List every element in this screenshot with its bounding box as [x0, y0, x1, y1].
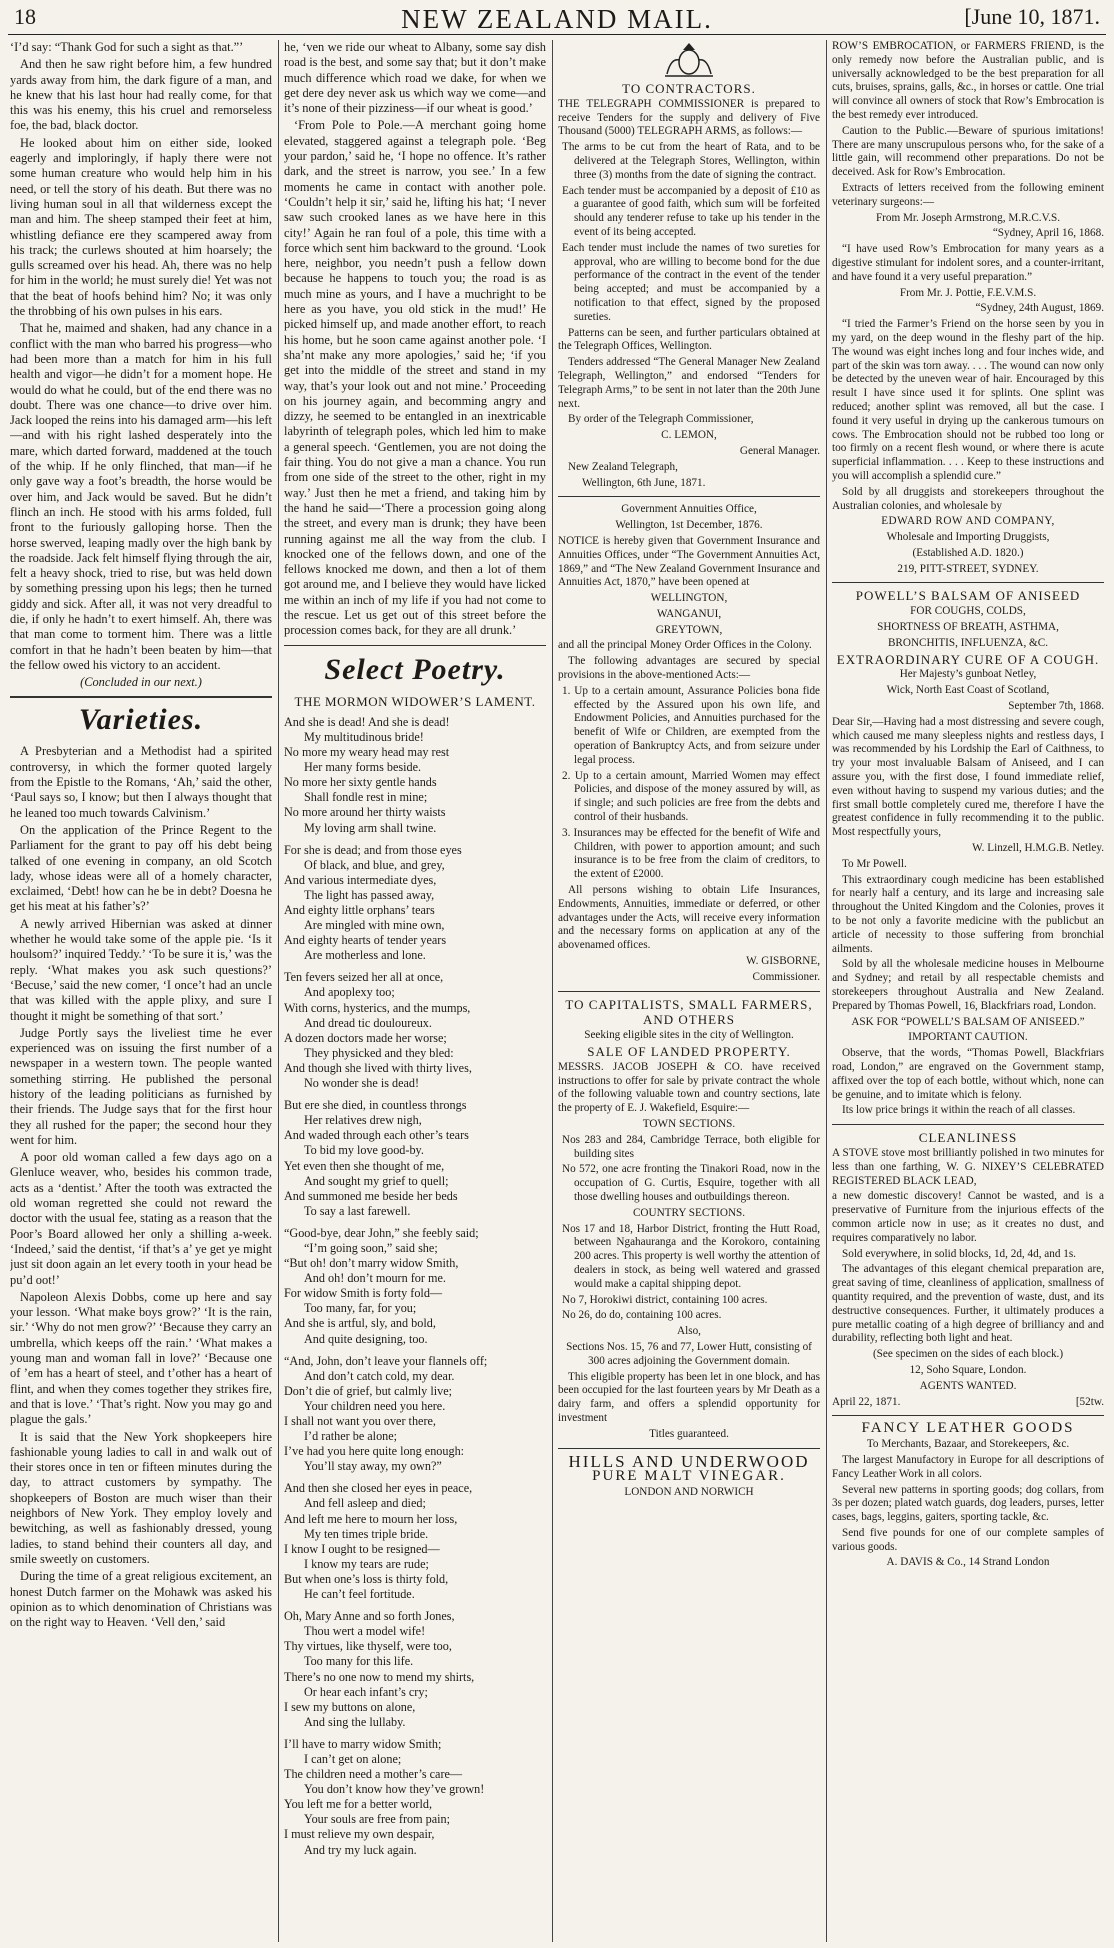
poem-line: I’d rather be alone;: [304, 1429, 398, 1444]
contractors-item: Each tender must be accompanied by a deposit of £10 as a guarantee of good faith, which sum will be forfeited should any tenderer refuse to take up his tender in the event of its being accepted.: [562, 184, 820, 238]
contractors-place: New Zealand Telegraph,: [568, 460, 678, 473]
page-number: 18: [14, 4, 36, 29]
land-heading-2: AND OTHERS: [643, 1012, 735, 1028]
fancy-address: A. DAVIS & Co., 14 Strand London: [886, 1556, 1050, 1569]
poem-line: With corns, hysterics, and the mumps,: [284, 1000, 471, 1015]
poem-line: To say a last farewell.: [304, 1203, 411, 1218]
row-extracts: Extracts of letters received from the following eminent veterinary surgeons:—: [832, 181, 1104, 208]
contractors-patterns: Patterns can be seen, and further particulars obtained at the Telegraph Offices, Wellington.: [558, 326, 820, 353]
annuities-offices: and all the principal Money Order Offices in the Colony.: [558, 639, 812, 652]
column-rule: [552, 40, 553, 1942]
cleanliness-footer: [832, 1396, 1104, 1410]
annuities-place: GREYTOWN,: [655, 623, 723, 636]
contractors-address: Tenders addressed “The General Manager New Zealand Telegraph, Wellington,” and endorsed “Tenders for Telegraph Arms,” to be sent in not later than the 20th June next.: [558, 356, 820, 410]
fancy-send: Send five pounds for one of our complete samples of various goods.: [832, 1526, 1104, 1553]
poem-line: Your souls are free from pain;: [304, 1812, 450, 1827]
stanza-gap: [284, 963, 546, 970]
cleanliness-body: a new domestic discovery! Cannot be wasted, and is a preservative of Furniture from the injurious effects of the common article now in use; as it creates no dust, and requires comparatively no labor.: [832, 1190, 1104, 1244]
contractors-order: By order of the Telegraph Commissioner,: [568, 413, 754, 426]
land-lower-hutt: Sections Nos. 15, 76 and 77, Lower Hutt, consisting of 300 acres adjoining the Government domain.: [566, 1340, 812, 1367]
story-paragraph: He looked about him on either side, looked eagerly and imploringly, if haply there were not some human creature who would help him in his need, or tell the story of his death. But there was no living human soul in all that wilderness except the man and him. The sheep stamped their feet at him, whistling defiance ere they scampered away from his track; the curlews shouted at him hoarsely; the gulls screamed over his head. Ah, there was no help for him in the world; he must surely die! Yet was not that the beat of hoofs behind him? No; it was only the throbbing of his own pulses in his ears.: [10, 135, 272, 319]
poem-line: You left me for a better world,: [284, 1797, 433, 1812]
land-country-heading: COUNTRY SECTIONS.: [632, 1206, 746, 1219]
poem-line: No more around her thirty waists: [284, 805, 446, 820]
poem-line: Your children need you here.: [304, 1398, 446, 1413]
variety-item: Napoleon Alexis Dobbs, come up here and say your lesson. ‘What make boys grow?’ ‘It is the rain, sir.’ ‘Why do not men grow?’ ‘Because they carry an umbrella, which keeps off the rain.’ ‘What makes a young man and woman fall in love?’ ‘Because one of ’em has a heart of steel, and t’other has a heart of flint, and when they comes together they strikes fire, and that is love.’ ‘That’s right. Now you may go and plague the gals.’: [10, 1289, 272, 1427]
contractors-item: The arms to be cut from the heart of Rata, and to be delivered at the Telegraph Stores, Wellington, within three (3) months from the date of signing the contract.: [562, 141, 820, 181]
land-town-heading: TOWN SECTIONS.: [642, 1117, 736, 1130]
column-3: [558, 40, 820, 1942]
powell-for: SHORTNESS OF BREATH, ASTHMA,: [877, 621, 1059, 634]
royal-crest-icon: [659, 40, 719, 80]
fancy-heading: FANCY LEATHER GOODS: [861, 1420, 1075, 1437]
masthead: [8, 0, 1106, 35]
poem-line: Yet even then she thought of me,: [284, 1158, 445, 1173]
poem-line: The children need a mother’s care—: [284, 1767, 463, 1782]
poetry-heading: Select Poetry.: [324, 652, 506, 686]
powell-observe: Observe, that the words, “Thomas Powell, Blackfriars road, London,” are engraved on the Government stamp, affixed over the top of each bottle, without which, none can be genuine, and to imitate which is felony.: [832, 1047, 1104, 1101]
row-established: (Established A.D. 1820.): [912, 546, 1024, 559]
land-heading: TO CAPITALISTS, SMALL FARMERS,: [565, 996, 813, 1012]
section-divider: [832, 1415, 1104, 1416]
powell-ship: Wick, North East Coast of Scotland,: [886, 684, 1050, 697]
poem-line: I can’t get on alone;: [304, 1751, 402, 1766]
row-company-sub: Wholesale and Importing Druggists,: [886, 531, 1050, 544]
poem-line: My loving arm shall twine.: [304, 820, 437, 835]
land-country-item: Nos 17 and 18, Harbor District, fronting the Hutt Road, between Ngahauranga and the Korokoro, containing 200 acres. This property is well worthy the attention of dealers in stock, as being well watered and grassed would make a capital shipping depot.: [562, 1222, 820, 1290]
powell-price: Its low price brings it within the reach of all classes.: [842, 1104, 1076, 1117]
annuities-sig-title: Commissioner.: [752, 970, 820, 983]
land-town-item: No 572, one acre fronting the Tinakori Road, now in the occupation of G. Curtis, Esquire, together with all those dwelling houses and outbuildings thereon.: [562, 1163, 820, 1203]
continued-note: (Concluded in our next.): [80, 675, 202, 690]
land-country-item: No 26, do do, containing 100 acres.: [562, 1309, 722, 1322]
varieties-heading: Varieties.: [78, 703, 204, 737]
powell-ship-date: September 7th, 1868.: [1008, 700, 1104, 713]
row-letter: “I have used Row’s Embrocation for many years as a digestive stimulant for indolent sores, and a counter-irritant, and have found it a very useful preparation.”: [832, 243, 1104, 283]
poem-line: To bid my love good-by.: [304, 1143, 424, 1158]
stanza-gap: [284, 1602, 546, 1609]
variety-item: During the time of a great religious excitement, an honest Dutch farmer on the Mohawk was asked his opinion as to which denomination of Christians was on the right way to Heaven. ‘Vell den,’ said: [10, 1569, 272, 1630]
row-date: “Sydney, April 16, 1868.: [992, 227, 1104, 240]
stanza-gap: [284, 1858, 546, 1865]
poem-line: And oh! don’t mourn for me.: [304, 1271, 446, 1286]
column-rule: [278, 40, 279, 1942]
land-sub: Seeking eligible sites in the city of Wellington.: [584, 1029, 794, 1042]
poem-title: THE MORMON WIDOWER’S LAMENT.: [294, 693, 536, 709]
poem-line: A dozen doctors made her worse;: [284, 1030, 447, 1045]
poem-line: No wonder she is dead!: [304, 1076, 420, 1091]
section-divider: [558, 496, 820, 497]
story-paragraph: ‘I’d say: “Thank God for such a sight as that.”’: [10, 40, 244, 54]
variety-item: On the application of the Prince Regent to the Parliament for the grant to pay off his debt being talked of one evening in company, an old Scotch lady, whose ideas were all of a homely character, exclaimed, ‘Debt! how can he be in debt? Doesna he get his meat at his father’s?’: [10, 822, 272, 914]
poem-line: And sing the lullaby.: [304, 1714, 406, 1729]
land-also: Also,: [677, 1325, 701, 1338]
stanza-gap: [284, 1219, 546, 1226]
fancy-to: To Merchants, Bazaar, and Storekeepers, &c.: [866, 1438, 1070, 1451]
contractors-intro: THE TELEGRAPH COMMISSIONER is prepared to receive Tenders for the supply and delivery of Five Thousand (5000) TELEGRAPH ARMS, as follows:—: [558, 97, 820, 138]
contractors-sig-title: General Manager.: [739, 444, 820, 457]
stanza-gap: [284, 1347, 546, 1354]
fancy-body: The largest Manufactory in Europe for all descriptions of Fancy Leather Work in all colors.: [832, 1453, 1104, 1480]
contractors-heading: TO CONTRACTORS.: [622, 81, 756, 96]
poem-line: I know my tears are rude;: [304, 1556, 429, 1571]
column-rule: [826, 40, 827, 1942]
cleanliness-sold: Sold everywhere, in solid blocks, 1d, 2d, 4d, and 1s.: [842, 1247, 1076, 1260]
powell-title: POWELL’S BALSAM OF ANISEED: [855, 588, 1081, 604]
poem-line: You’ll stay away, my own?”: [304, 1459, 442, 1474]
poem-line: And she is dead! And she is dead!: [284, 714, 450, 729]
powell-for: BRONCHITIS, INFLUENZA, &C.: [887, 636, 1049, 649]
poem-line: “Good-bye, dear John,” she feebly said;: [284, 1225, 479, 1240]
annuities-notice: NOTICE is hereby given that Government Insurance and Annuities Offices, under “The Government Annuities Act, 1869,” and “The New Zealand Government Insurance and Annuities Act, 1870,” have been opened at: [558, 534, 820, 589]
row-date: “Sydney, 24th August, 1869.: [975, 302, 1104, 315]
poem-line: Are mingled with mine own,: [304, 918, 445, 933]
powell-signed: W. Linzell, H.M.G.B. Netley.: [972, 842, 1104, 855]
column-1: [10, 40, 272, 1942]
cleanliness-intro: A STOVE stove most brilliantly polished in two minutes for less than one farthing, W. G. NIXEY’S CELEBRATED REGISTERED BLACK LEAD,: [832, 1146, 1104, 1187]
cleanliness-code: [52tw.: [1075, 1395, 1104, 1408]
powell-sold: Sold by all the wholesale medicine houses in Melbourne and Sydney; and retail by all respectable chemists and storekeepers throughout Australia and New Zealand. Prepared by Thomas Powell, 16, Blackfriars road, London.: [832, 958, 1104, 1012]
poem-line: Her many forms beside.: [304, 760, 422, 775]
poem-line: I sew my buttons on alone,: [284, 1699, 416, 1714]
powell-ship: Her Majesty’s gunboat Netley,: [899, 668, 1037, 681]
fancy-patterns: Several new patterns in sporting goods; dog collars, from 3s per dozen; plated watch guards, dog leaders, purses, letter cases, bags, leggins, gaiters, sporting tackle, &c.: [832, 1483, 1104, 1524]
poem-line: And waded through each other’s tears: [284, 1128, 469, 1143]
poem-line: And dread tic douloureux.: [304, 1015, 432, 1030]
pole-story: ‘From Pole to Pole.—A merchant going home elevated, staggered against a telegraph pole. ‘Beg your pardon,’ said he, ‘I hope no offence. It’s rather dark, and the street is narrow, you see.’ In a few moments he came in contact with another pole. ‘Couldn’t help it sir,’ said he, lifting his hat; ‘I never saw such crooked lanes as we have here in this city!’ Again he ran foul of a pole, this time with a force which sent him backward to the ground. ‘Look here, neighbor, you needn’t push a fellow down because he happens to touch you; the road is as much mine as yours, and I have a muchright to be here as you have, you old stick in the mud!’ He picked himself up, and made another effort, to reach his home, but he soon came against another pole. ‘I sha’nt make any more apologies,’ said he; ‘if you get into the middle of the street and stand in my way, that’s your look out and not mine.’ Proceeding on his journey again, and becomming angry and dizzy, he seemed to be entangled in an inextricable labyrinth of telegraph poles, which led him to make a general speech. ‘Gentlemen, you are not doing the fair thing. You do not give a man a chance. You run from one side of the street to the other, right in my way.’ Just then he met a friend, and taking him by the hand he said—‘There a procession going along the street, and every man is drunk; they have been running against me all the way from the club. I knocked one of the fellows down, and one of the fellows knocked me down, and then a lot of them got around me, and I believe they would have licked me within an inch of my life if you had not come to the rescue. Let us get out of this street before the procession comes back, for they are all drunk.’: [284, 118, 546, 638]
cleanliness-advantages: The advantages of this elegant chemical preparation are, great saving of time, cleanliness of application, smallness of quantity required, and the prevention of waste, dust, and its destructive consequences. Further, it ultimately produces a pure metallic coating of a high degree of brilliancy and and durability, reflecting both light and heat.: [832, 1263, 1104, 1345]
powell-body: This extraordinary cough medicine has been established for nearly half a century, and its large and increasing sale throughout the United Kingdom and the Colonies, proves it to be not only a favorite medicine with the publicbut an article of necessity to those suffering from bronchial ailments.: [832, 873, 1104, 955]
poem-line: And don’t catch cold, my dear.: [304, 1368, 455, 1383]
row-caution: Caution to the Public.—Beware of spurious imitations! There are many unscrupulous persons who, for the sake of a little gain, will recommend other preparations. Do not be deceived. Ask for Row’s Embrocation.: [832, 124, 1104, 179]
section-divider: [558, 991, 820, 992]
poem-line: For she is dead; and from those eyes: [284, 842, 462, 857]
row-intro: ROW’S EMBROCATION, or FARMERS FRIEND, is the only remedy now before the Australian public, and is universally acknowledged to be the best preparation for all cuts, bruises, sprains, galls, &c., in horses or cattle. One trial will convince all owners of stock that Row’s Embrocation is the best remedy ever introduced.: [832, 40, 1104, 121]
contractors-signatory: C. LEMON,: [661, 429, 717, 442]
poem-line: Thy virtues, like thyself, were too,: [284, 1639, 452, 1654]
cleanliness-address: 12, Soho Square, London.: [909, 1363, 1027, 1376]
poem-line: Shall fondle rest in mine;: [304, 790, 428, 805]
column-2: [284, 40, 546, 1942]
variety-item: Judge Portly says the liveliest time he ever experienced was on issuing the first number of a newspaper in a western town. The people wanted something stirring. He published the personal history of the leading politicians as furnished by their friends. The Judge says that for the first hour they all rushed for the paper; the second hour they went for him.: [10, 1025, 272, 1147]
poem-line: Too many for this life.: [304, 1654, 414, 1669]
powell-important: IMPORTANT CAUTION.: [908, 1031, 1028, 1044]
row-sold: Sold by all druggists and storekeepers throughout the Australian colonies, and wholesale by: [832, 485, 1104, 512]
variety-item: It is said that the New York shopkeepers hire fashionable young ladies to call in and walk out of their stores once in ten or fifteen minutes during the day, to attract customers by sympathy. The shopkeepers of Boston are much wiser than their neighbors of New York. They employ lovely and bewitching, as well as fashionably dressed, young ladies, to stand behind their counters all day, and smile sweetly on customers.: [10, 1429, 272, 1566]
poem-line: Ten fevers seized her all at once,: [284, 970, 444, 985]
poem-line: I must relieve my own despair,: [284, 1827, 435, 1842]
powell-letter: Dear Sir,—Having had a most distressing and severe cough, which caused me many sleepless nights and restless days, I was recommended by his Lordship the Earl of Caithness, to try your most invaluable Balsam of Aniseed, and I can assure you, with the first dose, I found immediate relief, even without having to suspend my various duties; and the first small bottle completely cured me, therefore I have the greatest confidence in fully recommending it to the public. Most respectfully yours,: [832, 715, 1104, 839]
powell-for: FOR COUGHS, COLDS,: [910, 605, 1026, 618]
land-titles: Titles guaranteed.: [649, 1427, 729, 1440]
poem-line: There’s no one now to mend my shirts,: [284, 1669, 475, 1684]
section-divider: [10, 696, 272, 698]
poem-line: The light has passed away,: [304, 887, 435, 902]
poem-line: “I’m going soon,” said she;: [304, 1240, 438, 1255]
column-4: [832, 40, 1104, 1942]
stanza-gap: [284, 1474, 546, 1481]
poem-line: And though she lived with thirty lives,: [284, 1060, 472, 1075]
poem-line: I’ll have to marry widow Smith;: [284, 1736, 442, 1751]
poem-line: And fell asleep and died;: [304, 1496, 426, 1511]
row-company: EDWARD ROW AND COMPANY,: [881, 515, 1055, 528]
poem-line: Are motherless and lone.: [304, 948, 426, 963]
annuities-place: WANGANUI,: [656, 607, 722, 620]
poem-line: But ere she died, in countless throngs: [284, 1098, 467, 1113]
stanza-gap: [284, 1730, 546, 1737]
poem-line: Or hear each infant’s cry;: [304, 1684, 428, 1699]
variety-item: A newly arrived Hibernian was asked at dinner whether he would take some of the apple pie. ‘Is it houlsom?’ inquired Teddy.’ ‘To be sure it is,’ was the reply. ‘What makes you ask such questions?’ ‘Becuse,’ said the new comer, ‘I once’t had an uncle that was killed with the apple plixy, and sure I thought it might be something of that sort.’: [10, 916, 272, 1023]
variety-item: A poor old woman called a few days ago on a Glenluce weaver, who, besides his common trade, acts as a ‘dentist.’ After the tooth was extracted the old woman regretted she could not reward the doctor with the usual fee, stating as a reason that the Poor’s Board allowed her only a shilling a-week. ‘Indeed,’ said the dentist, ‘if that’s a’ ye get ye might just sit doon again an let every tooth in your head be pu’d oot!’: [10, 1150, 272, 1287]
poem-line: I know I ought to be resigned—: [284, 1541, 440, 1556]
poem-line: And various intermediate dyes,: [284, 872, 437, 887]
poem-line: No more my weary head may rest: [284, 745, 450, 760]
poem-line: “But oh! don’t marry widow Smith,: [284, 1256, 459, 1271]
annuities-signatory: W. GISBORNE,: [746, 955, 820, 968]
issue-date: [June 10, 1871.: [964, 4, 1100, 29]
poem-line: Thou wert a model wife!: [304, 1624, 426, 1639]
annuities-closing: All persons wishing to obtain Life Insurances, Endowments, Annuities, immediate or deferred, or other advantages under the Acts, will receive every information and the necessary forms on application at any of the abovenamed offices.: [558, 884, 820, 952]
poem-line: And she is artful, sly, and bold,: [284, 1316, 436, 1331]
poem-line: And try my luck again.: [304, 1842, 417, 1857]
poem-line: For widow Smith is forty fold—: [284, 1286, 443, 1301]
land-town-item: Nos 283 and 284, Cambridge Terrace, both eligible for building sites: [562, 1133, 820, 1160]
land-closing: This eligible property has been let in one block, and has been occupied for the last fourteen years by Mr Death as a dairy farm, and offers a splendid opportunity for investment: [558, 1370, 820, 1424]
vinegar-places: LONDON AND NORWICH: [624, 1486, 754, 1499]
land-country-item: No 7, Horokiwi district, containing 100 acres.: [562, 1293, 768, 1306]
poem-line: I’ve had you here quite long enough:: [284, 1444, 465, 1459]
row-from: From Mr. Joseph Armstrong, M.R.C.V.S.: [875, 211, 1061, 224]
annuities-advantage: 1. Up to a certain amount, Assurance Policies bona fide effected by the Assured upon his own life, and Endowment Policies, and Annuities purchased for the benefit of Wife or Children, are exempted from the operation of Bankruptcy Acts, and from seizure under legal process.: [562, 684, 820, 766]
section-divider: [558, 1448, 820, 1449]
poem-line: And then she closed her eyes in peace,: [284, 1481, 473, 1496]
poem-line: Of black, and blue, and grey,: [304, 857, 445, 872]
poem-line: And eighty little orphans’ tears: [284, 903, 435, 917]
poem-line: Her relatives drew nigh,: [304, 1113, 422, 1128]
poem-line: He can’t feel fortitude.: [304, 1587, 415, 1602]
poem-line: Oh, Mary Anne and so forth Jones,: [284, 1609, 455, 1624]
annuities-advantage: 2. Up to a certain amount, Married Women may effect Policies, and dispose of the money assured by will, as if single; and such policies are free from the debts and control of their husbands.: [562, 769, 820, 824]
poem-line: Too many, far, for you;: [304, 1301, 417, 1316]
story-paragraph: And then he saw right before him, a few hundred yards away from him, the dark figure of a man, and he knew that his last hour had really come, for that this was his enemy, this his cruel and remorseless foe, the bad, black doctor.: [10, 57, 272, 133]
poem-line: You don’t know how they’ve grown!: [304, 1782, 485, 1797]
contractors-place-date: Wellington, 6th June, 1871.: [582, 476, 706, 489]
land-intro: MESSRS. JACOB JOSEPH & CO. have received instructions to offer for sale by private contract the whole of the following valuable town and country sections, late the property of E. J. Wakefield, Esquire:—: [558, 1060, 820, 1115]
annuities-advantages-intro: The following advantages are secured by special provisions in the above-mentioned Acts:—: [558, 655, 820, 682]
poem-line: But when one’s loss is thirty fold,: [284, 1571, 449, 1586]
stanza-gap: [284, 1091, 546, 1098]
row-address: 219, PITT-STREET, SYDNEY.: [897, 562, 1039, 575]
poem-line: My multitudinous bride!: [304, 729, 424, 744]
poem-body: [284, 715, 546, 1865]
variety-continuation: he, ‘ven we ride our wheat to Albany, some say dish road is the best, and some say that; but it don’t make much difference which road we dake, for when we get dere dey never ask us which way we come—and it’s none of their pizziness—if our wheat is good.’: [284, 40, 546, 116]
section-divider: [284, 645, 546, 646]
poem-line: And apoplexy too;: [304, 985, 395, 1000]
poem-line: No more her sixty gentle hands: [284, 775, 437, 790]
cleanliness-agents: AGENTS WANTED.: [919, 1379, 1017, 1392]
poem-line: “And, John, don’t leave your flannels off;: [284, 1353, 488, 1368]
variety-item: A Presbyterian and a Methodist had a spirited controversy, in which the former quoted largely from the Epistle to the Romans, ‘Ah,’ said the other, ‘Paul says so, I know; but then I always thought that he leaned too much towards Calvinism.’: [10, 744, 272, 820]
annuities-advantage: 3. Insurances may be effected for the benefit of Wife and Children, with power to apportion amount; and such insurance is to be free from the claim of creditors, to the extent of £2000.: [562, 826, 820, 881]
land-sale-heading: SALE OF LANDED PROPERTY.: [587, 1044, 791, 1059]
poem-line: And eighty hearts of tender years: [284, 933, 447, 948]
poem-line: Don’t die of grief, but calmly live;: [284, 1383, 452, 1398]
poem-line: And sought my grief to quell;: [304, 1173, 449, 1188]
row-letter: “I tried the Farmer’s Friend on the horse seen by you in my yard, on the deep wound in the fleshy part of the hip. The wound was eight inches long and four inches wide, and part of the skin was torn away. . . . The wound can now only be detected by the uneven wear of hair. Encouraged by this result I have since used it for splints. One splint was reduced; another splint was removed, all but the case. I found it very useful in drying up the cankerous tumours on cows. The Embrocation should not be rubbed too long or too firmly on a recent flesh wound, or where there is acute superficial inflammation. . . . Keep to these instructions and you will accomplish a splendid cure.”: [832, 318, 1104, 482]
stanza-gap: [284, 836, 546, 843]
vinegar-product: PURE MALT VINEGAR.: [592, 1468, 786, 1485]
annuities-office-date: Wellington, 1st December, 1876.: [615, 519, 763, 532]
cleanliness-date: April 22, 1871.: [832, 1395, 901, 1408]
poem-line: And summoned me beside her beds: [284, 1188, 458, 1203]
contractors-item: Each tender must include the names of two sureties for approval, who are willing to become bond for the due performance of the contract in the event of the tender being accepted; and must be accompanied by a notification to that effect, signed by the proposed sureties.: [562, 241, 820, 323]
powell-to: To Mr Powell.: [842, 857, 907, 870]
poem-line: And quite designing, too.: [304, 1331, 428, 1346]
vinegar-heading: HILLS AND UNDERWOOD: [568, 1451, 810, 1471]
annuities-place: WELLINGTON,: [650, 592, 728, 605]
poem-line: And left me here to mourn her loss,: [284, 1511, 458, 1526]
story-paragraph: That he, maimed and shaken, had any chance in a conflict with the man who barred his progress—who had been more than a match for him in his full health and vigor—he didn’t for a moment hope. He would do what he could, but of the end there was no doubt. There was one chance—to drive over him. Jack looped the reins into his damaged arm—his left—and with his right lashed desperately into the mare, which darted forward, maddened at the touch of the whip. If he only flinched, that man—if he only gave way a foot’s breadth, the horse would be over him, and Jack would be saved. But he didn’t flinch an inch. He stood with his arms folded, full front to the furiously galloping horse. Then the horse swerved, leaping madly over the high bank by the roadside. Jack felt himself flying through the air, felt a heavy shock, tried to rise, but was held down by something pressing upon his legs; then he turned giddy and sick. After all, it was not very dreadful to die, if only he hadn’t to exert himself. Ah, there was that man come to torment him. There was a little comfort in that he hadn’t been beaten by him—that the fellow owed his victory to an accident.: [10, 321, 272, 672]
powell-ask: ASK FOR “POWELL’S BALSAM OF ANISEED.”: [851, 1015, 1085, 1028]
cleanliness-heading: CLEANLINESS: [918, 1130, 1018, 1146]
powell-cure: EXTRAORDINARY CURE OF A COUGH.: [836, 651, 1100, 667]
row-from: From Mr. J. Pottie, F.E.V.M.S.: [899, 286, 1037, 299]
poem-line: My ten times triple bride.: [304, 1526, 429, 1541]
poem-line: They physicked and they bled:: [304, 1045, 454, 1060]
newspaper-title: NEW ZEALAND MAIL.: [401, 4, 713, 34]
section-divider: [832, 1124, 1104, 1125]
section-divider: [832, 582, 1104, 583]
poem-line: I shall not want you over there,: [284, 1414, 436, 1428]
cleanliness-specimen: (See specimen on the sides of each block.): [872, 1348, 1064, 1361]
annuities-office: Government Annuities Office,: [621, 503, 757, 516]
